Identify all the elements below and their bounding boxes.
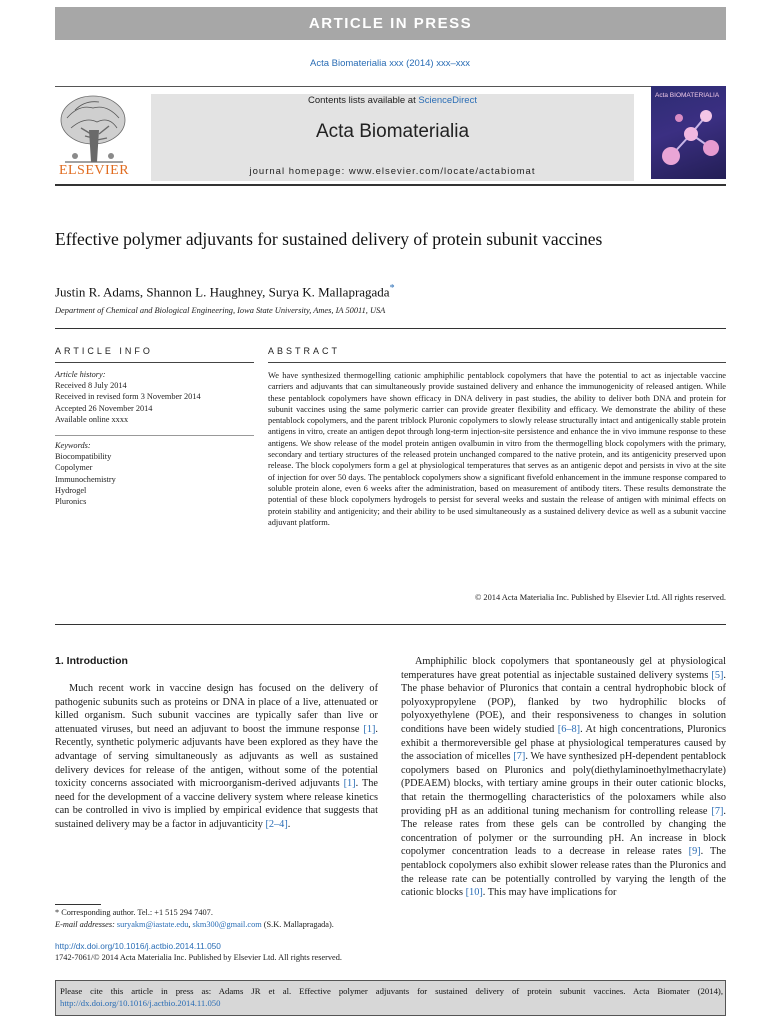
body-text-run: . At high concentrations, Pluronics exhibit a thermoreversible gel phase at physiological temperatures caused by the association of micelles — [401, 723, 727, 763]
sciencedirect-link[interactable]: ScienceDirect — [418, 95, 477, 106]
article-info-rule — [55, 362, 254, 363]
history-item: Accepted 26 November 2014 — [55, 403, 153, 413]
body-text-run: Amphiphilic block copolymers that spontaneously gel at physiological temperatures have great potential as injectable sustained delivery systems — [401, 656, 726, 681]
reference-link[interactable]: [5] — [711, 669, 724, 681]
journal-homepage-line[interactable]: journal homepage: www.elsevier.com/locate/actabiomat — [249, 166, 536, 177]
abstract-copyright: © 2014 Acta Materialia Inc. Published by Elsevier Ltd. All rights reserved. — [474, 593, 726, 602]
keywords-block — [55, 440, 254, 507]
body-text-run: . — [287, 818, 291, 830]
doi-link[interactable]: http://dx.doi.org/10.1016/j.actbio.2014.11.050 — [55, 941, 221, 951]
abstract-rule — [268, 362, 726, 363]
journal-name: Acta Biomaterialia — [315, 121, 470, 142]
keyword-item: Copolymer — [55, 463, 93, 473]
article-info-heading: ARTICLE INFO — [55, 346, 153, 356]
email-suffix: (S.K. Mallapragada). — [261, 920, 334, 929]
elsevier-wordmark: ELSEVIER — [58, 163, 130, 178]
corresponding-author-mark[interactable]: * — [389, 283, 395, 294]
footnote-rule — [55, 904, 101, 905]
body-text-run: Much recent work in vaccine design has focused on the delivery of pathogenic subunits such as proteins or DNA in place of a live, attenuated or killed organism. Such subunit vaccines are typically safer than live or attenuated viruses, but need an adjuvant to boost the immune response — [55, 683, 378, 735]
masthead-bottom-rule — [55, 184, 726, 186]
email-footnote — [55, 919, 334, 931]
email-separator: , — [188, 920, 193, 929]
contents-available-line — [151, 95, 634, 106]
keyword-item: Immunochemistry — [55, 474, 116, 484]
abstract-divider — [55, 624, 726, 625]
cover-molecule-graphic — [651, 86, 726, 179]
abstract-heading: ABSTRACT — [268, 346, 341, 356]
header-divider — [55, 328, 726, 329]
body-text-run: . We have synthesized pH-dependent pentablock copolymers based on Pluronics and poly(diethylaminoethylmethacrylate) (PDEAEM) blocks, with tertiary amine groups in their outer cationic blocks, that retain the thermogelling characteristics of the poloxamers while also providing pH as an additional tuning mechanism for controlling release — [401, 751, 726, 817]
email-link-iastate[interactable]: suryakm@iastate.edu — [116, 920, 189, 929]
issn-copyright: 1742-7061/© 2014 Acta Materialia Inc. Published by Elsevier Ltd. All rights reserved. — [55, 953, 342, 962]
reference-link[interactable]: [7] — [513, 751, 526, 763]
keywords-label: Keywords: — [55, 441, 91, 450]
citation-doi-link[interactable]: http://dx.doi.org/10.1016/j.actbio.2014.11.050 — [60, 998, 221, 1008]
keyword-item: Hydrogel — [55, 485, 87, 495]
citation-text — [60, 985, 723, 1009]
body-text-run: . Recently, synthetic polymeric adjuvants have been explored as they have the advantage of serving simultaneously as adjuvants as well as sustained delivery devices for release of the antigen, without some of the potential toxicity concerns associated with microorganism-derived adjuvants — [55, 723, 378, 790]
section-heading-introduction: 1. Introduction — [55, 655, 128, 667]
history-item: Received 8 July 2014 — [55, 381, 127, 391]
article-in-press-banner: ARTICLE IN PRESS — [55, 7, 726, 40]
body-text-run: . The release rates from these gels can be controlled by changing the concentration of polymer or the surrounding pH. An increase in block copolymer concentration leads to a decrease in release rates — [401, 805, 726, 858]
abstract-text: We have synthesized thermogelling cationic amphiphilic pentablock copolymers that have the potential to act as injectable vaccine carriers and adjuvants that can simultaneously provide sustained delivery and enhance the immunogenicity of released antigen. While these pentablock copolymers have shown efficacy in DNA delivery in past studies, the ability to deliver both DNA and protein for subunit vaccines using the same polymeric carrier can provide greater flexibility and efficacy. We demonstrate the ability of these pentablock copolymers, and the parent triblock Pluronic copolymers to slowly release structurally intact and antigenically stable protein antigens in vitro, create an antigen depot through long-term injection-site persistence and enhance the in vivo immune response to these antigens. We show release of the model protein antigen ovalbumin in vitro from the thermogelling block copolymers with the primary, secondary and tertiary structures of the released protein unchanged compared to the native protein, and its antigenicity preserved upon release. The block copolymers form a gel at physiological temperatures that serves as an antigenic depot and persists in vivo at the site of injection for over 50 days. The pentablock copolymers show a significant fivefold enhancement in the immune response compared to soluble protein alone, even 6 weeks after the administration, based on measurement of antibody titers. These results demonstrate the potential of these block copolymers hydrogels to persist for several weeks and sustain the release of antigen with minimal effects on protein stability and antigenicity; and their ability to be used simultaneously as a sustained delivery device as well as a subunit vaccine adjuvant platform. — [268, 371, 726, 527]
reference-link[interactable]: [1] — [343, 778, 356, 790]
email-link-gmail[interactable]: skm300@gmail.com — [192, 920, 262, 929]
email-label: E-mail addresses: — [55, 920, 117, 929]
citation-line: Please cite this article in press as: Adams JR et al. Effective polymer adjuvants for sustained delivery of protein subunit vaccines. Acta Biomater (2014), — [60, 986, 723, 996]
author-list — [55, 283, 395, 300]
article-history — [55, 369, 254, 425]
corresponding-author-footnote: * Corresponding author. Tel.: +1 515 294 7407. — [55, 908, 213, 917]
article-title: Effective polymer adjuvants for sustained delivery of protein subunit vaccines — [55, 229, 603, 249]
contents-prefix: Contents lists available at — [308, 95, 419, 106]
cover-title: Acta BIOMATERIALIA — [655, 92, 720, 99]
reference-link[interactable]: [9] — [688, 846, 701, 858]
reference-link[interactable]: [1] — [363, 723, 376, 735]
keyword-item: Biocompatibility — [55, 452, 112, 462]
body-text-run: . The need for the development of a vaccine delivery system where release kinetics can be controlled in vivo is implied by empirical evidence that suggests that sustained delivery may be a factor in adjuvanticity — [55, 778, 378, 830]
reference-link[interactable]: [7] — [711, 805, 724, 817]
article-info-separator — [55, 435, 254, 436]
author-affiliation: Department of Chemical and Biological Engineering, Iowa State University, Ames, IA 50011, USA — [55, 306, 386, 315]
masthead-top-rule — [55, 86, 726, 87]
body-column-right — [401, 655, 726, 900]
keyword-item: Pluronics — [55, 497, 87, 507]
reference-link[interactable]: [10] — [465, 887, 483, 899]
body-text-run: . The phase behavior of Pluronics that contain a central hydrophobic block of polyoxypropylene (POP), flanked by two hydrophilic blocks of polyoxyethylene (POE), and their responsiveness to changes in solution conditions have been widely studied — [401, 669, 726, 735]
reference-link[interactable]: [2–4] — [265, 818, 288, 830]
author-names: Justin R. Adams, Shannon L. Haughney, Surya K. Mallapragada — [55, 284, 390, 300]
journal-cover-image — [651, 86, 726, 179]
body-text-run: . The pentablock copolymers also exhibit slower release rates than the Pluronics and the release rate can be potentially controlled by varying the length of the cationic blocks — [401, 846, 726, 899]
reference-link[interactable]: [6–8] — [557, 723, 581, 735]
history-item: Received in revised form 3 November 2014 — [55, 392, 201, 402]
history-item: Available online xxxx — [55, 414, 129, 424]
body-column-left — [55, 682, 378, 832]
journal-reference-link[interactable]: Acta Biomaterialia xxx (2014) xxx–xxx — [310, 58, 470, 69]
history-label: Article history: — [55, 370, 106, 379]
body-text-run: . This may have implications for — [482, 887, 617, 899]
